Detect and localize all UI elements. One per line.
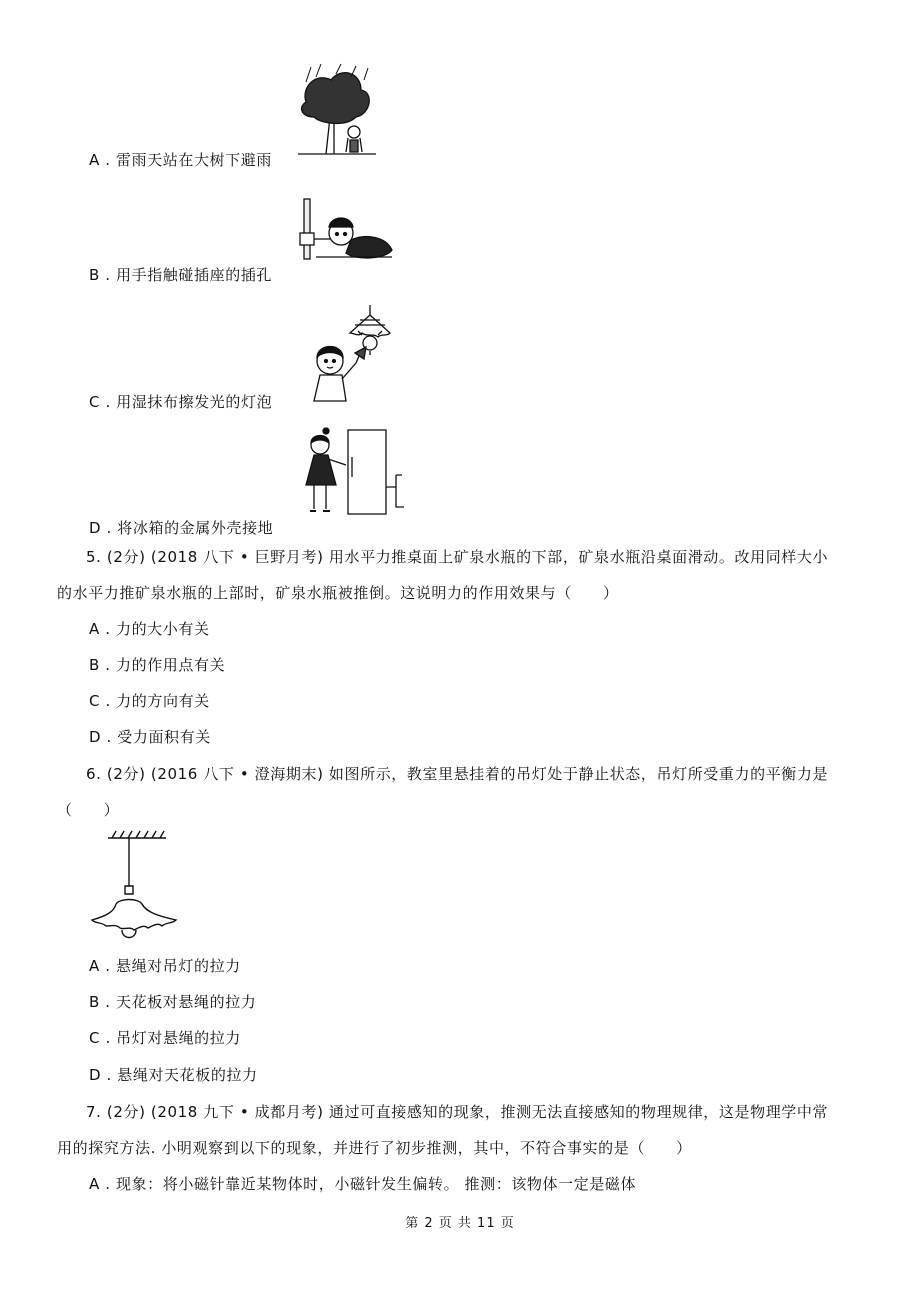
q5-option-c: C . 力的方向有关 [89,692,210,710]
q6-option-c: C . 吊灯对悬绳的拉力 [89,1029,241,1047]
tree-rain-illustration [296,62,378,158]
child-touching-socket-illustration [296,195,396,267]
option-label: D . [89,519,118,537]
question-7-line-2: 用的探究方法. 小明观察到以下的现象，并进行了初步推测，其中，不符合事实的是（ ） [57,1139,692,1157]
option-text: 用湿抹布擦发光的灯泡 [116,393,273,411]
q7-option-a: A . 现象：将小磁针靠近某物体时，小磁针发生偏转。 推测：该物体一定是磁体 [89,1175,637,1193]
option-text: 用手指触碰插座的插孔 [116,266,273,284]
question-5-line-1: 5. (2分) (2018 八下 • 巨野月考) 用水平力推桌面上矿泉水瓶的下部，矿泉水瓶沿桌面滑动。改用同样大小 [86,548,829,566]
hanging-lamp-illustration [86,828,182,948]
question-6-line-1: 6. (2分) (2016 八下 • 澄海期末) 如图所示，教室里悬挂着的吊灯处于静止状态，吊灯所受重力的平衡力是 [86,765,829,783]
question-6-line-2: （ ） [57,801,120,819]
option-label: C . [89,393,117,411]
option-a [89,150,272,170]
option-d [89,518,273,538]
q5-option-b: B . 力的作用点有关 [89,656,226,674]
q6-option-d: D . 悬绳对天花板的拉力 [89,1066,258,1084]
option-text: 雷雨天站在大树下避雨 [115,151,272,169]
q5-option-a: A . 力的大小有关 [89,620,210,638]
fridge-grounding-illustration [296,427,408,521]
option-label: B . [89,266,116,284]
question-5-line-2: 的水平力推矿泉水瓶的上部时，矿泉水瓶被推倒。这说明力的作用效果与（ ） [57,584,619,602]
child-wiping-bulb-illustration [300,303,396,409]
option-c [89,392,272,412]
option-text: 将冰箱的金属外壳接地 [117,519,274,537]
page-footer: 第 2 页 共 11 页 [405,1216,515,1231]
q6-option-b: B . 天花板对悬绳的拉力 [89,993,257,1011]
option-label: A . [89,151,116,169]
q6-option-a: A . 悬绳对吊灯的拉力 [89,957,241,975]
question-7-line-1: 7. (2分) (2018 九下 • 成都月考) 通过可直接感知的现象，推测无法直接感知的物理规律，这是物理学中常 [86,1103,829,1121]
q5-option-d: D . 受力面积有关 [89,728,211,746]
option-b [89,265,272,285]
